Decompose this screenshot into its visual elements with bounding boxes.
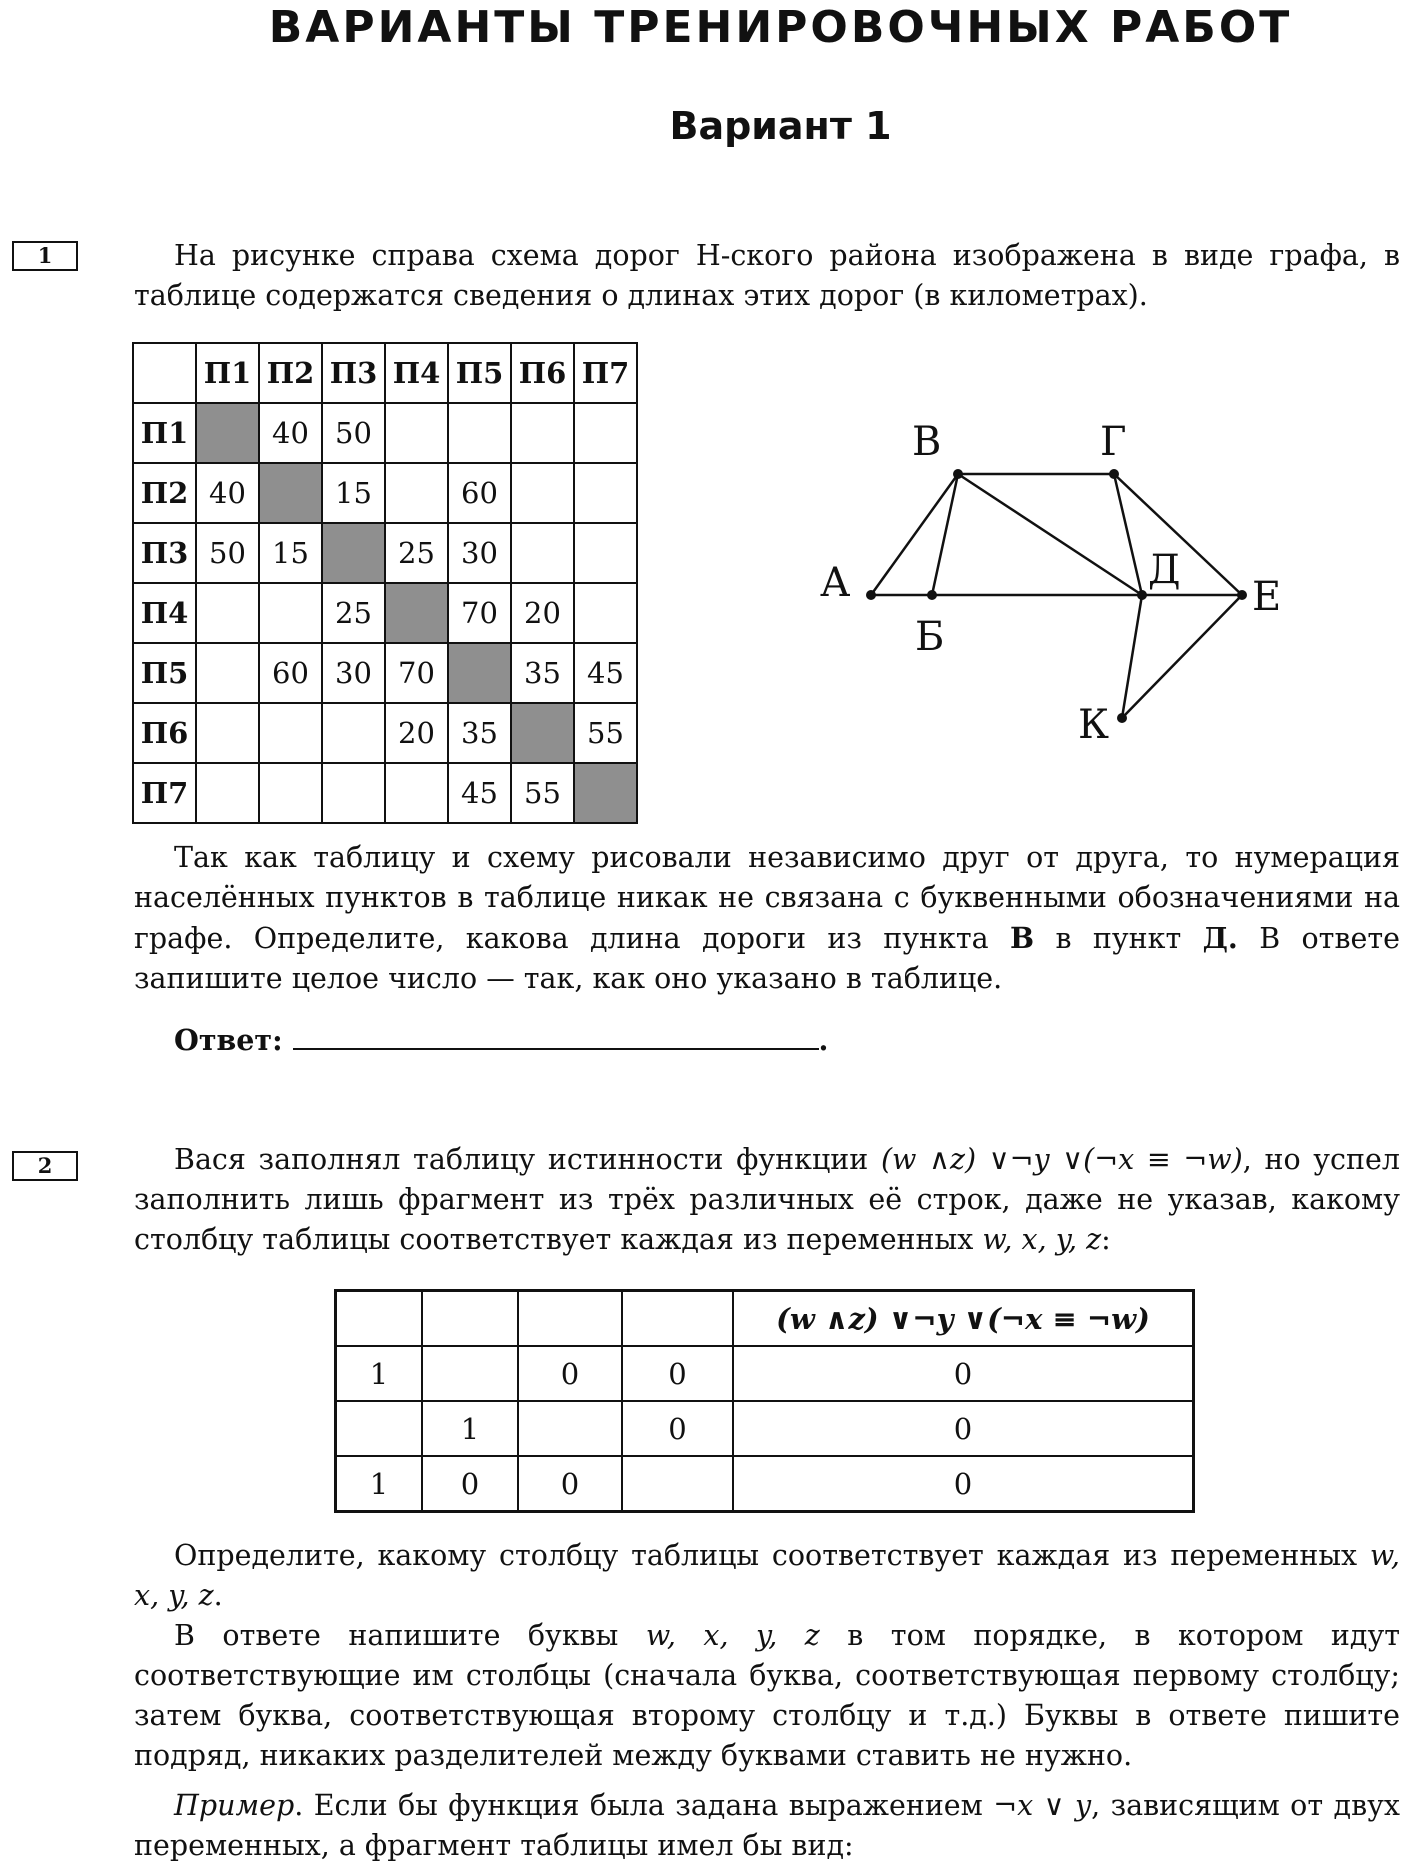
truth-header-cell: [422, 1291, 518, 1347]
diagonal-cell: [385, 583, 448, 643]
diagonal-cell: [259, 463, 322, 523]
road-length-table: [132, 342, 638, 824]
table-cell: [196, 703, 259, 763]
node-a-dot: [866, 590, 876, 600]
page-heading: ВАРИАНТЫ ТРЕНИРОВОЧНЫХ РАБОТ: [268, 2, 1293, 53]
truth-cell: 1: [336, 1456, 423, 1512]
row-header: П1: [133, 403, 196, 463]
table-cell: 20: [385, 703, 448, 763]
row-header: П4: [133, 583, 196, 643]
row-header: П2: [133, 463, 196, 523]
node-label-a: А: [820, 560, 851, 606]
table-cell: 55: [574, 703, 637, 763]
table-cell: 70: [385, 643, 448, 703]
table-cell: [511, 403, 574, 463]
table-cell: [259, 703, 322, 763]
table-cell: [448, 403, 511, 463]
truth-cell: 0: [622, 1346, 733, 1401]
table-cell: 50: [196, 523, 259, 583]
table-cell: 20: [511, 583, 574, 643]
col-header: П1: [196, 343, 259, 403]
truth-cell: 1: [422, 1401, 518, 1456]
task2-para2: [134, 1616, 1400, 1776]
node-e-dot: [1237, 590, 1247, 600]
node-label-b: Б: [915, 614, 945, 660]
road-graph: [800, 400, 1300, 770]
table-cell: [322, 703, 385, 763]
task2-formula: (w ∧z) ∨¬y ∨(¬x ≡ ¬w): [880, 1143, 1243, 1176]
corner-cell: [133, 343, 196, 403]
node-d-dot: [1137, 590, 1147, 600]
table-cell: [574, 523, 637, 583]
truth-cell: 0: [518, 1456, 622, 1512]
table-cell: 30: [448, 523, 511, 583]
diagonal-cell: [196, 403, 259, 463]
answer-line[interactable]: [293, 1022, 819, 1050]
diagonal-cell: [322, 523, 385, 583]
point-v: В: [1010, 921, 1035, 955]
table-cell: 30: [322, 643, 385, 703]
task2-intro-b: , но успел заполнить лишь фрагмент из трёх различных её строк, даже не указав, какому столбцу таблицы соответствует каждая из переменных: [134, 1143, 1400, 1256]
table-cell: 70: [448, 583, 511, 643]
truth-header-cell: [622, 1291, 733, 1347]
task2-para3: [134, 1786, 1400, 1866]
table-cell: [574, 583, 637, 643]
table-header-row: [133, 343, 637, 403]
table-cell: 50: [322, 403, 385, 463]
example-label: Пример: [174, 1789, 295, 1822]
table-cell: [574, 463, 637, 523]
node-g-dot: [1109, 469, 1119, 479]
diagonal-cell: [511, 703, 574, 763]
col-header: П3: [322, 343, 385, 403]
table-row: [133, 403, 637, 463]
table-cell: [322, 763, 385, 823]
node-b-dot: [927, 590, 937, 600]
task2-vars: w, x, y, z: [982, 1223, 1102, 1256]
task1-intro: [134, 236, 1400, 316]
answer-label: Ответ:: [174, 1023, 283, 1057]
truth-header-cell: [518, 1291, 622, 1347]
task1-intro-text: На рисунке справа схема дорог Н-ского района изображена в виде графа, в таблице содержатся сведения о длинах этих дорог (в километрах).: [134, 239, 1400, 312]
task1-question: [134, 838, 1400, 999]
table-cell: [385, 763, 448, 823]
example-formula: ¬x ∨ y: [993, 1789, 1092, 1822]
table-cell: 15: [259, 523, 322, 583]
table-cell: [259, 763, 322, 823]
row-header: П5: [133, 643, 196, 703]
task-number-2: 2: [12, 1151, 78, 1181]
task2-para3-b: , зависящим от двух переменных, а фрагмент таблицы имел бы вид:: [134, 1789, 1400, 1862]
row-header: П3: [133, 523, 196, 583]
truth-cell: 0: [422, 1456, 518, 1512]
table-cell: 25: [322, 583, 385, 643]
truth-cell: 1: [336, 1346, 423, 1401]
table-cell: 45: [574, 643, 637, 703]
col-header: П2: [259, 343, 322, 403]
point-d: Д.: [1202, 921, 1238, 955]
table-cell: 60: [259, 643, 322, 703]
table-cell: [259, 583, 322, 643]
truth-cell: 0: [733, 1401, 1194, 1456]
truth-cell: [422, 1346, 518, 1401]
table-row: [336, 1401, 1194, 1456]
truth-cell: [518, 1401, 622, 1456]
task2-para2-a: В ответе напишите буквы: [174, 1619, 646, 1652]
table-row: [133, 523, 637, 583]
node-label-v: В: [912, 419, 942, 465]
truth-cell: 0: [622, 1401, 733, 1456]
row-header: П6: [133, 703, 196, 763]
table-cell: 25: [385, 523, 448, 583]
truth-header-cell: [336, 1291, 423, 1347]
row-header: П7: [133, 763, 196, 823]
answer-field[interactable]: [174, 1022, 828, 1057]
node-label-k: К: [1078, 702, 1109, 748]
table-cell: [511, 523, 574, 583]
truth-table: [334, 1289, 1195, 1513]
table-row: [133, 643, 637, 703]
col-header: П6: [511, 343, 574, 403]
node-label-g: Г: [1100, 419, 1127, 465]
task2-intro-a: Вася заполнял таблицу истинности функции: [174, 1143, 881, 1176]
task2-intro-c: :: [1101, 1223, 1111, 1256]
truth-cell: 0: [733, 1456, 1194, 1512]
table-cell: 40: [259, 403, 322, 463]
table-row: [336, 1456, 1194, 1512]
task2-para2-b: в том порядке, в котором идут соответствующие им столбцы (сначала буква, соответствующая первому столбцу; затем буква, соответствующая второму столбцу и т.д.) Буквы в ответе пишите подряд, никаких разделителей между буквами ставить не нужно.: [134, 1619, 1400, 1772]
table-cell: 45: [448, 763, 511, 823]
node-v-dot: [953, 469, 963, 479]
col-header: П5: [448, 343, 511, 403]
answer-period: .: [818, 1023, 829, 1057]
diagonal-cell: [448, 643, 511, 703]
table-cell: [511, 463, 574, 523]
table-cell: [196, 763, 259, 823]
table-cell: 35: [448, 703, 511, 763]
table-cell: 35: [511, 643, 574, 703]
task1-question-text-a: Так как таблицу и схему рисовали независимо друг от друга, то нумерация населённых пунктов в таблице никак не связана с буквенными обозначениями на графе. Определите, какова длина дороги из пункта: [134, 841, 1400, 955]
edge-g-d: [1114, 474, 1142, 595]
task2-para2-vars: w, x, y, z: [645, 1619, 820, 1652]
table-cell: [196, 643, 259, 703]
table-cell: [385, 403, 448, 463]
table-cell: 15: [322, 463, 385, 523]
col-header: П4: [385, 343, 448, 403]
node-label-e: Е: [1252, 574, 1282, 620]
truth-header-row: [336, 1291, 1194, 1347]
edge-v-d: [958, 474, 1142, 595]
truth-cell: 0: [518, 1346, 622, 1401]
table-row: [336, 1346, 1194, 1401]
table-row: [133, 463, 637, 523]
task2-para1: [134, 1536, 1400, 1616]
task2-para1-a: Определите, какому столбцу таблицы соответствует каждая из переменных: [174, 1539, 1370, 1572]
task1-question-text-c: В ответе запишите целое число — так, как оно указано в таблице.: [134, 922, 1400, 995]
truth-cell: 0: [733, 1346, 1194, 1401]
table-cell: [574, 403, 637, 463]
task2-para1-vars: w, x, y, z: [134, 1539, 1400, 1612]
node-label-d: Д: [1148, 547, 1181, 593]
table-cell: 60: [448, 463, 511, 523]
table-row: [133, 763, 637, 823]
table-row: [133, 583, 637, 643]
table-cell: 55: [511, 763, 574, 823]
task2-intro: [134, 1140, 1400, 1260]
task1-question-text-b: в пункт: [1034, 922, 1203, 955]
task2-para1-b: .: [213, 1579, 223, 1612]
node-k-dot: [1117, 713, 1127, 723]
truth-cell: [336, 1401, 423, 1456]
table-cell: [196, 583, 259, 643]
table-cell: 40: [196, 463, 259, 523]
table-cell: [385, 463, 448, 523]
table-row: [133, 703, 637, 763]
diagonal-cell: [574, 763, 637, 823]
variant-title: Вариант 1: [669, 104, 892, 148]
task2-para3-a: . Если бы функция была задана выражением: [294, 1789, 994, 1822]
task-number-1: 1: [12, 241, 78, 271]
truth-cell: [622, 1456, 733, 1512]
truth-header-formula: (w ∧z) ∨¬y ∨(¬x ≡ ¬w): [733, 1291, 1194, 1347]
col-header: П7: [574, 343, 637, 403]
